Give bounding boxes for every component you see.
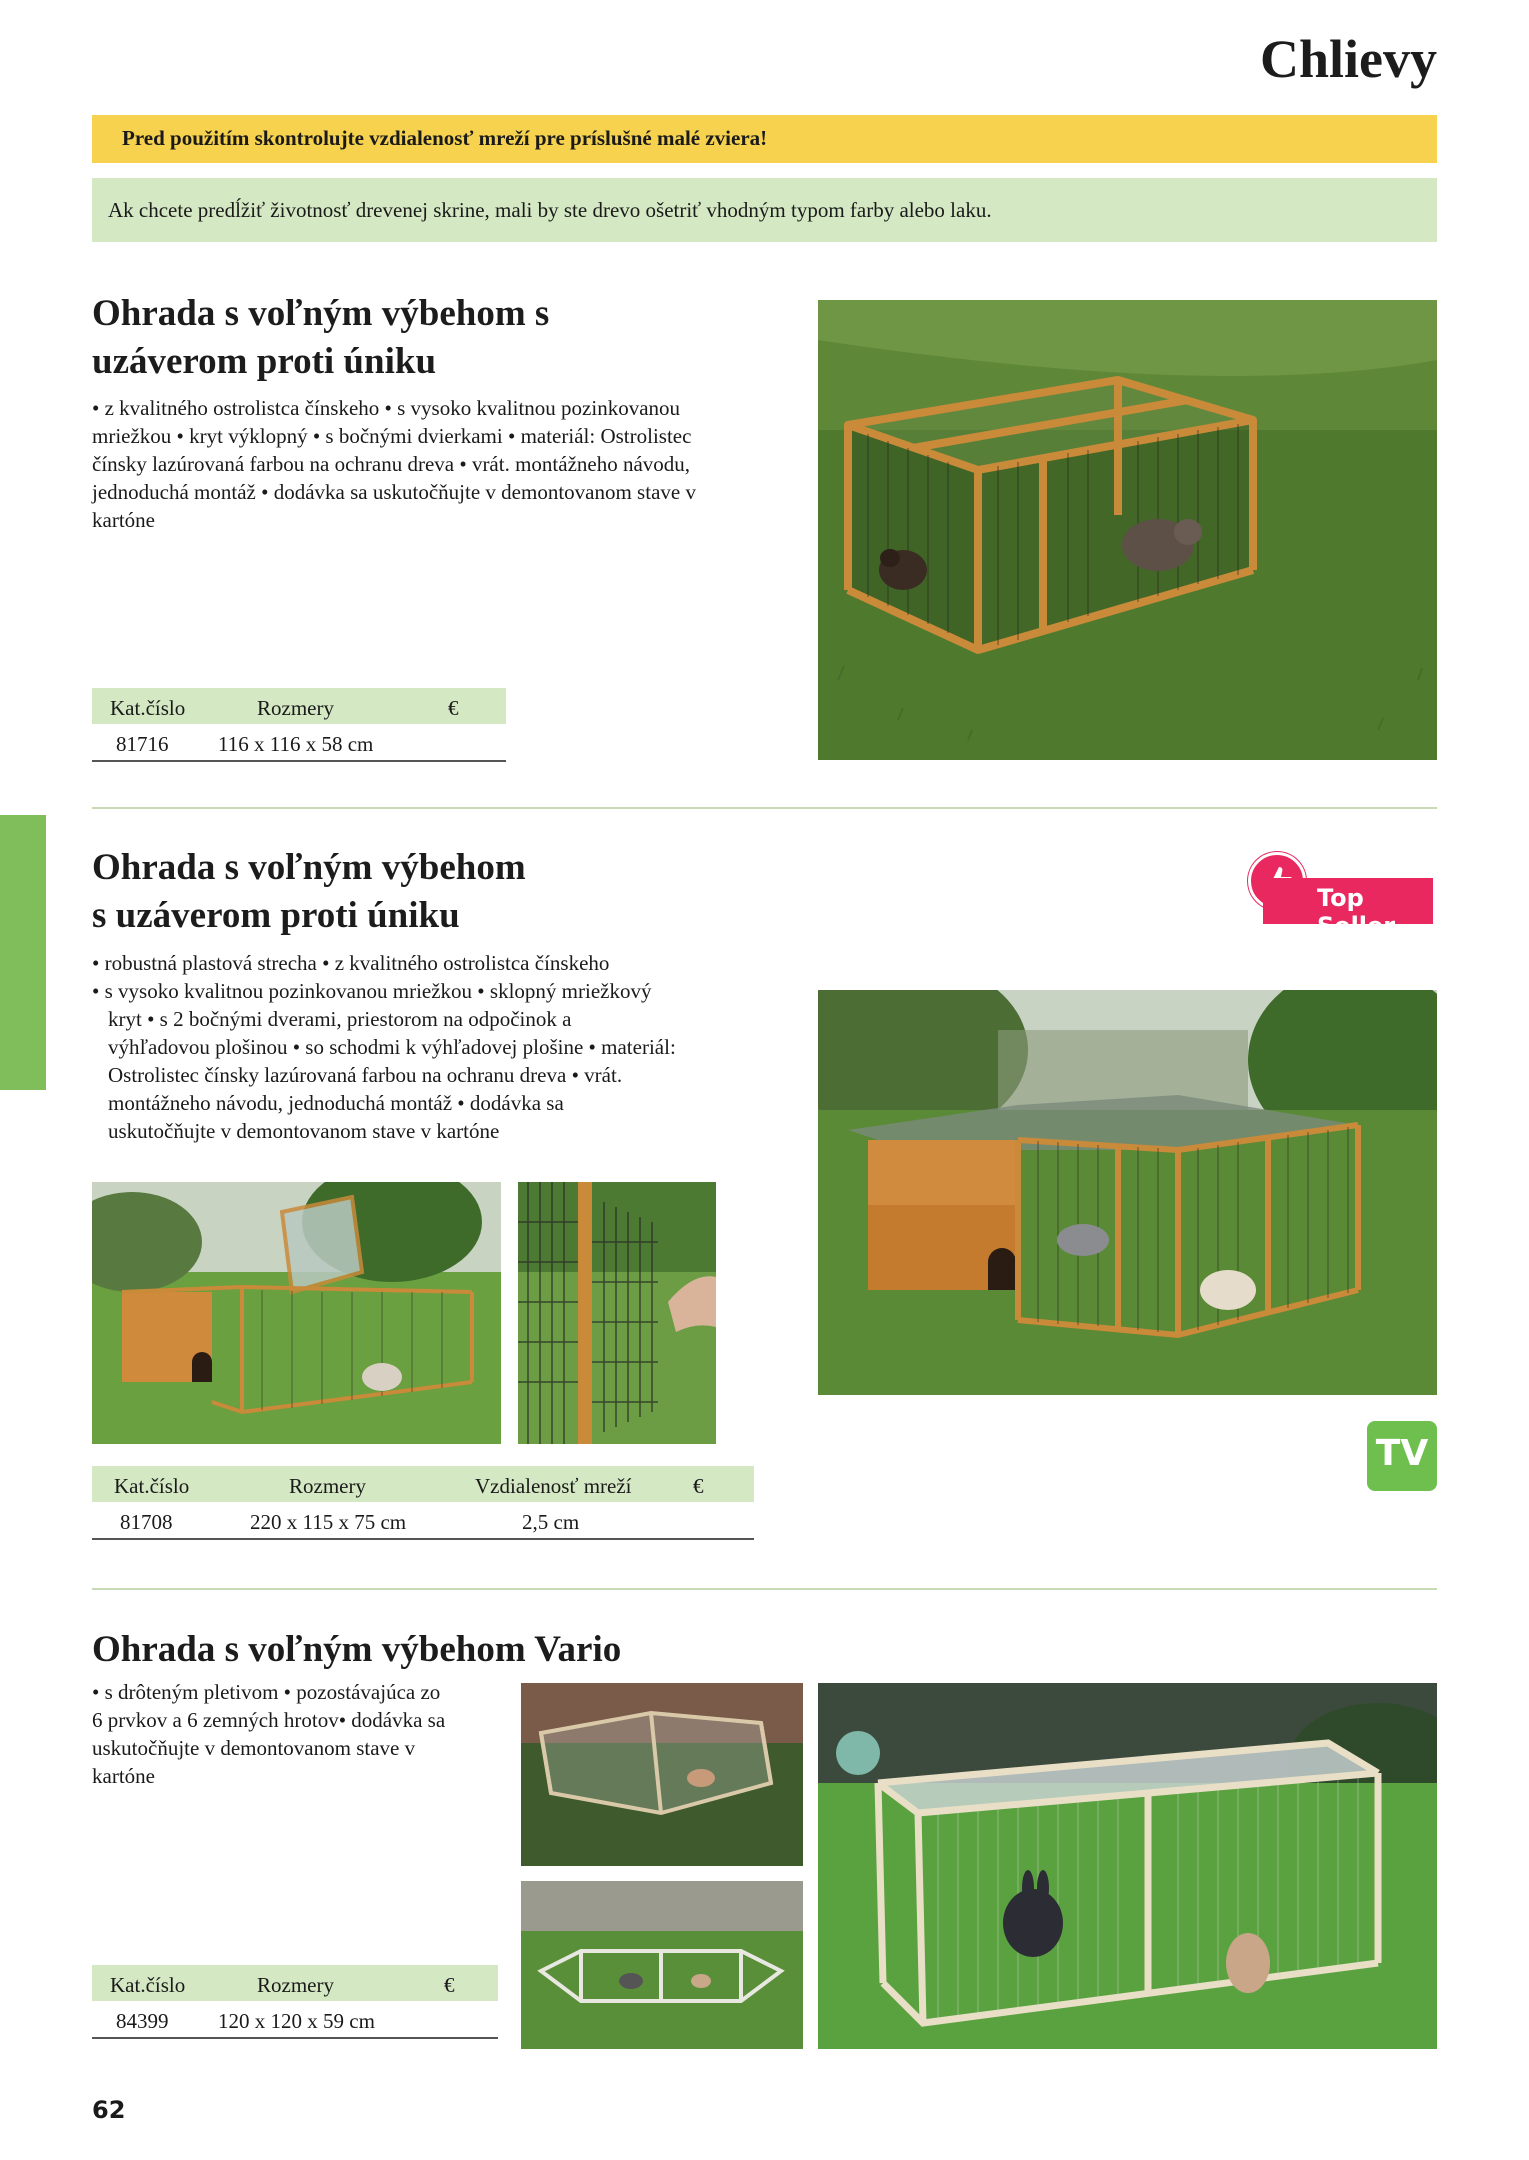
- section-divider: [92, 1588, 1437, 1590]
- table-header-cell: Kat.číslo: [114, 1474, 190, 1498]
- desc-line: uskutočňujte v demontovanom stave v kartóne: [108, 1119, 500, 1143]
- product-3-description: [92, 1678, 445, 1790]
- product-2-title: [92, 844, 526, 940]
- table-header-cell: Kat.číslo: [110, 1973, 186, 1997]
- table-cell: 116 x 116 x 58 cm: [218, 732, 374, 756]
- product-1-table-header: [92, 688, 506, 724]
- table-cell: 2,5 cm: [522, 1510, 580, 1534]
- table-cell: 84399: [116, 2009, 169, 2033]
- table-header-cell: €: [448, 696, 459, 720]
- product-2-title-line1: Ohrada s voľným výbehom: [92, 847, 526, 888]
- product-1-title-line1: Ohrada s voľným výbehom s: [92, 293, 550, 334]
- table-header-cell: Rozmery: [257, 1973, 334, 1997]
- product-3-photo-small-2: [521, 1881, 803, 2049]
- product-1-photo: [818, 300, 1437, 760]
- table-header-cell: €: [693, 1474, 704, 1498]
- top-seller-badge-label: Top Seller: [1317, 884, 1396, 940]
- table-header-cell: Vzdialenosť mreží: [475, 1474, 632, 1498]
- desc-line: montážneho návodu, jednoduchá montáž • dodávka sa: [108, 1091, 564, 1115]
- table-row: [92, 2001, 498, 2039]
- desc-line: Ostrolistec čínsky lazúrovaná farbou na ochranu dreva • vrát.: [108, 1063, 623, 1087]
- product-2-title-line2: s uzáverom proti úniku: [92, 895, 460, 936]
- top-seller-badge: [1263, 878, 1433, 940]
- table-header-cell: €: [444, 1973, 455, 1997]
- desc-line: výhľadovou plošinou • so schodmi k výhľadovej plošine • materiál:: [108, 1035, 676, 1059]
- tip-notice-text: Ak chcete predĺžiť životnosť drevenej skrine, mali by ste drevo ošetriť vhodným typom farby alebo laku.: [108, 198, 992, 222]
- desc-line: • z kvalitného ostrolistca čínskeho • s vysoko kvalitnou pozinkovanou: [92, 396, 681, 420]
- product-3-photo-main: [818, 1683, 1437, 2049]
- product-2-photo-door: [518, 1182, 716, 1444]
- product-3-title-line1: Ohrada s voľným výbehom Vario: [92, 1629, 622, 1670]
- desc-line: kartóne: [92, 1764, 155, 1788]
- table-cell: 81708: [120, 1510, 173, 1534]
- desc-line: • s vysoko kvalitnou pozinkovanou mriežkou • sklopný mriežkový: [92, 979, 652, 1003]
- product-2-description: [92, 949, 676, 1145]
- table-header-cell: Rozmery: [257, 696, 334, 720]
- product-1-title-line2: uzáverom proti úniku: [92, 341, 437, 382]
- desc-line: • s drôteným pletivom • pozostávajúca zo: [92, 1680, 441, 1704]
- desc-line: čínsky lazúrovaná farbou na ochranu dreva • vrát. montážneho návodu,: [92, 452, 691, 476]
- product-2-table-header: [92, 1466, 754, 1502]
- desc-line: kryt • s 2 bočnými dverami, priestorom na odpočinok a: [108, 1007, 572, 1031]
- table-cell: 120 x 120 x 59 cm: [218, 2009, 375, 2033]
- section-side-tab: [0, 815, 46, 1090]
- product-3-table-header: [92, 1965, 498, 2001]
- section-divider: [92, 807, 1437, 809]
- desc-line: 6 prvkov a 6 zemných hrotov• dodávka sa: [92, 1708, 446, 1732]
- tv-badge-label: TV: [1375, 1433, 1429, 1474]
- table-cell: 81716: [116, 732, 169, 756]
- page-title: Chlievy: [1259, 29, 1437, 89]
- tv-badge: [1367, 1421, 1437, 1491]
- tip-notice: [92, 178, 1437, 242]
- page-number: 62: [92, 2096, 126, 2124]
- desc-line: mriežkou • kryt výklopný • s bočnými dvierkami • materiál: Ostrolistec: [92, 424, 692, 448]
- warning-notice-text: Pred použitím skontrolujte vzdialenosť mreží pre príslušné malé zviera!: [122, 126, 768, 150]
- product-3-photo-small-1: [521, 1683, 803, 1866]
- table-cell: 220 x 115 x 75 cm: [250, 1510, 407, 1534]
- table-header-cell: Kat.číslo: [110, 696, 186, 720]
- product-1-description: [92, 394, 696, 534]
- warning-notice: [92, 115, 1437, 163]
- product-1-title: [92, 290, 549, 386]
- product-2-photo-main: [818, 990, 1437, 1395]
- desc-line: uskutočňujte v demontovanom stave v: [92, 1736, 416, 1760]
- table-row: [92, 1502, 754, 1540]
- table-row: [92, 724, 506, 762]
- desc-line: jednoduchá montáž • dodávka sa uskutočňujte v demontovanom stave v: [92, 480, 696, 504]
- product-2-photo-open: [92, 1182, 501, 1444]
- desc-line: • robustná plastová strecha • z kvalitného ostrolistca čínskeho: [92, 951, 610, 975]
- product-3-title: [92, 1626, 621, 1674]
- desc-line: kartóne: [92, 508, 155, 532]
- table-header-cell: Rozmery: [289, 1474, 366, 1498]
